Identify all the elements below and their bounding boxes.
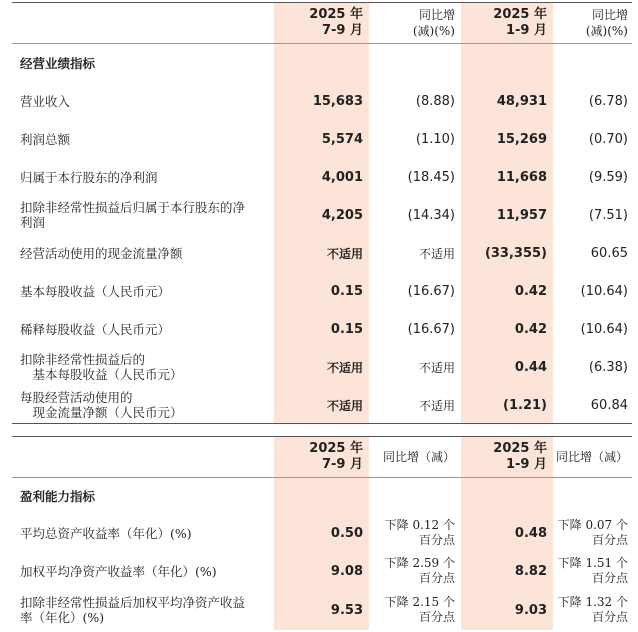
header-text: 同比增（减）: [382, 450, 455, 464]
header-text: (减)(%): [412, 24, 455, 38]
value-9m: 0.42: [461, 310, 553, 348]
value-yoy-q3: (18.45): [407, 169, 455, 185]
value-q3: 15,683: [274, 82, 369, 120]
table-row: [12, 590, 632, 630]
header-9m-2025: [461, 437, 553, 477]
value-q3: 4,205: [274, 196, 369, 234]
row-label: [12, 386, 274, 424]
table-row: [12, 348, 632, 386]
value-line: 下降 2.15 个: [384, 595, 455, 609]
table-row: [12, 386, 632, 424]
table-header-row: [12, 437, 632, 477]
row-label: 加权平均净资产收益率（年化）(%): [20, 563, 217, 579]
header-text: 同比增（减）: [555, 450, 628, 464]
row-label: 利润总额: [20, 131, 71, 147]
header-text: 1-9 月: [505, 457, 547, 472]
value-9m: 9.03: [461, 590, 553, 630]
value-line: 百分点: [418, 571, 455, 585]
value-yoy-9m: (0.70): [588, 131, 628, 147]
header-text: 1-9 月: [505, 23, 547, 38]
label-line: 率（年化）(%): [20, 610, 105, 625]
label-line: 扣除非经常性损益后加权平均净资产收益: [20, 595, 246, 610]
value-yoy-9m: 60.84: [590, 397, 628, 413]
value-yoy-9m: (7.51): [588, 207, 628, 223]
value-9m: 48,931: [461, 82, 553, 120]
value-line: 百分点: [591, 533, 628, 547]
value-line: 百分点: [418, 533, 455, 547]
header-yoy-q3: [369, 3, 461, 43]
section-row: [12, 478, 632, 514]
value-line: 下降 0.07 个: [557, 518, 628, 532]
blank-cell: [553, 44, 632, 82]
header-yoy-q3: [369, 437, 461, 477]
value-yoy-q3: (14.34): [407, 207, 455, 223]
value-q3: 5,574: [274, 120, 369, 158]
header-yoy-9m: [553, 3, 632, 43]
value-9m: 11,957: [461, 196, 553, 234]
row-label: 稀释每股收益（人民币元）: [20, 321, 171, 337]
value-yoy-9m: [553, 552, 632, 590]
header-q3-2025: [274, 3, 369, 43]
label-line: 扣除非经常性损益后的: [20, 352, 146, 367]
header-text: 2025 年: [493, 441, 547, 456]
table-bottom-rule: [12, 423, 632, 424]
value-yoy-q3: 不适用: [418, 360, 455, 375]
value-q3: 不适用: [274, 348, 369, 386]
value-9m: 15,269: [461, 120, 553, 158]
table-row: [12, 310, 632, 348]
value-q3: 0.15: [274, 310, 369, 348]
blank-cell: [461, 44, 553, 82]
row-label: 经营活动使用的现金流量净额: [20, 245, 183, 261]
table-row: [12, 514, 632, 552]
blank-cell: [274, 478, 369, 514]
label-line: 每股经营活动使用的: [20, 390, 133, 405]
table-row: [12, 120, 632, 158]
table-row: [12, 234, 632, 272]
value-q3: 9.08: [274, 552, 369, 590]
label-line: 利润: [20, 215, 46, 230]
value-yoy-q3: [369, 590, 461, 630]
header-label-cell: [12, 437, 274, 477]
header-text: (减)(%): [585, 24, 628, 38]
row-label: [12, 348, 274, 386]
blank-cell: [461, 478, 553, 514]
header-text: 7-9 月: [321, 23, 363, 38]
header-text: 2025 年: [493, 7, 547, 22]
table-row: [12, 82, 632, 120]
value-yoy-q3: (1.10): [415, 131, 455, 147]
value-q3: 0.50: [274, 514, 369, 552]
value-yoy-q3: 不适用: [418, 246, 455, 261]
value-yoy-9m: 60.65: [590, 245, 628, 261]
header-label-cell: [12, 3, 274, 43]
row-label: [12, 196, 274, 234]
value-line: 下降 2.59 个: [384, 556, 455, 570]
value-yoy-q3: [369, 514, 461, 552]
value-yoy-q3: [369, 552, 461, 590]
table-header-row: [12, 3, 632, 43]
value-9m: (1.21): [461, 386, 553, 424]
row-label: 归属于本行股东的净利润: [20, 169, 158, 185]
row-label: [12, 590, 274, 630]
value-line: 下降 0.12 个: [384, 518, 455, 532]
table-row: [12, 158, 632, 196]
table-row: [12, 552, 632, 590]
value-yoy-q3: (16.67): [407, 321, 455, 337]
value-yoy-q3: (8.88): [415, 93, 455, 109]
header-text: 同比增: [418, 8, 455, 22]
header-text: 2025 年: [309, 7, 363, 22]
value-q3: 4,001: [274, 158, 369, 196]
value-9m: 0.48: [461, 514, 553, 552]
value-yoy-q3: 不适用: [418, 398, 455, 413]
value-yoy-9m: (6.38): [588, 359, 628, 375]
header-q3-2025: [274, 437, 369, 477]
header-yoy-9m: [553, 437, 632, 477]
value-9m: 0.44: [461, 348, 553, 386]
value-yoy-9m: [553, 590, 632, 630]
value-line: 下降 1.51 个: [557, 556, 628, 570]
table-row: [12, 196, 632, 234]
section-title: 盈利能力指标: [20, 488, 96, 504]
value-line: 百分点: [591, 610, 628, 624]
blank-cell: [369, 478, 461, 514]
section-row: [12, 44, 632, 82]
value-9m: 0.42: [461, 272, 553, 310]
header-text: 7-9 月: [321, 457, 363, 472]
value-q3: 不适用: [274, 386, 369, 424]
value-yoy-9m: [553, 514, 632, 552]
value-q3: 0.15: [274, 272, 369, 310]
blank-cell: [553, 478, 632, 514]
value-q3: 不适用: [274, 234, 369, 272]
value-line: 百分点: [418, 610, 455, 624]
value-line: 下降 1.32 个: [557, 595, 628, 609]
value-9m: 11,668: [461, 158, 553, 196]
value-yoy-9m: (9.59): [588, 169, 628, 185]
value-yoy-9m: (10.64): [580, 283, 628, 299]
value-9m: 8.82: [461, 552, 553, 590]
header-text: 2025 年: [309, 441, 363, 456]
row-label: 基本每股收益（人民币元）: [20, 283, 171, 299]
value-yoy-9m: (6.78): [588, 93, 628, 109]
value-q3: 9.53: [274, 590, 369, 630]
row-label: 平均总资产收益率（年化）(%): [20, 525, 192, 541]
label-line: 扣除非经常性损益后归属于本行股东的净: [20, 200, 246, 215]
section-title: 经营业绩指标: [20, 55, 96, 71]
table-row: [12, 272, 632, 310]
blank-cell: [274, 44, 369, 82]
header-9m-2025: [461, 3, 553, 43]
value-line: 百分点: [591, 571, 628, 585]
value-yoy-9m: (10.64): [580, 321, 628, 337]
label-line: 基本每股收益（人民币元）: [20, 367, 183, 382]
header-text: 同比增: [591, 8, 628, 22]
value-9m: (33,355): [461, 234, 553, 272]
row-label: 营业收入: [20, 93, 71, 109]
value-yoy-q3: (16.67): [407, 283, 455, 299]
blank-cell: [369, 44, 461, 82]
label-line: 现金流量净额（人民币元）: [20, 405, 183, 420]
